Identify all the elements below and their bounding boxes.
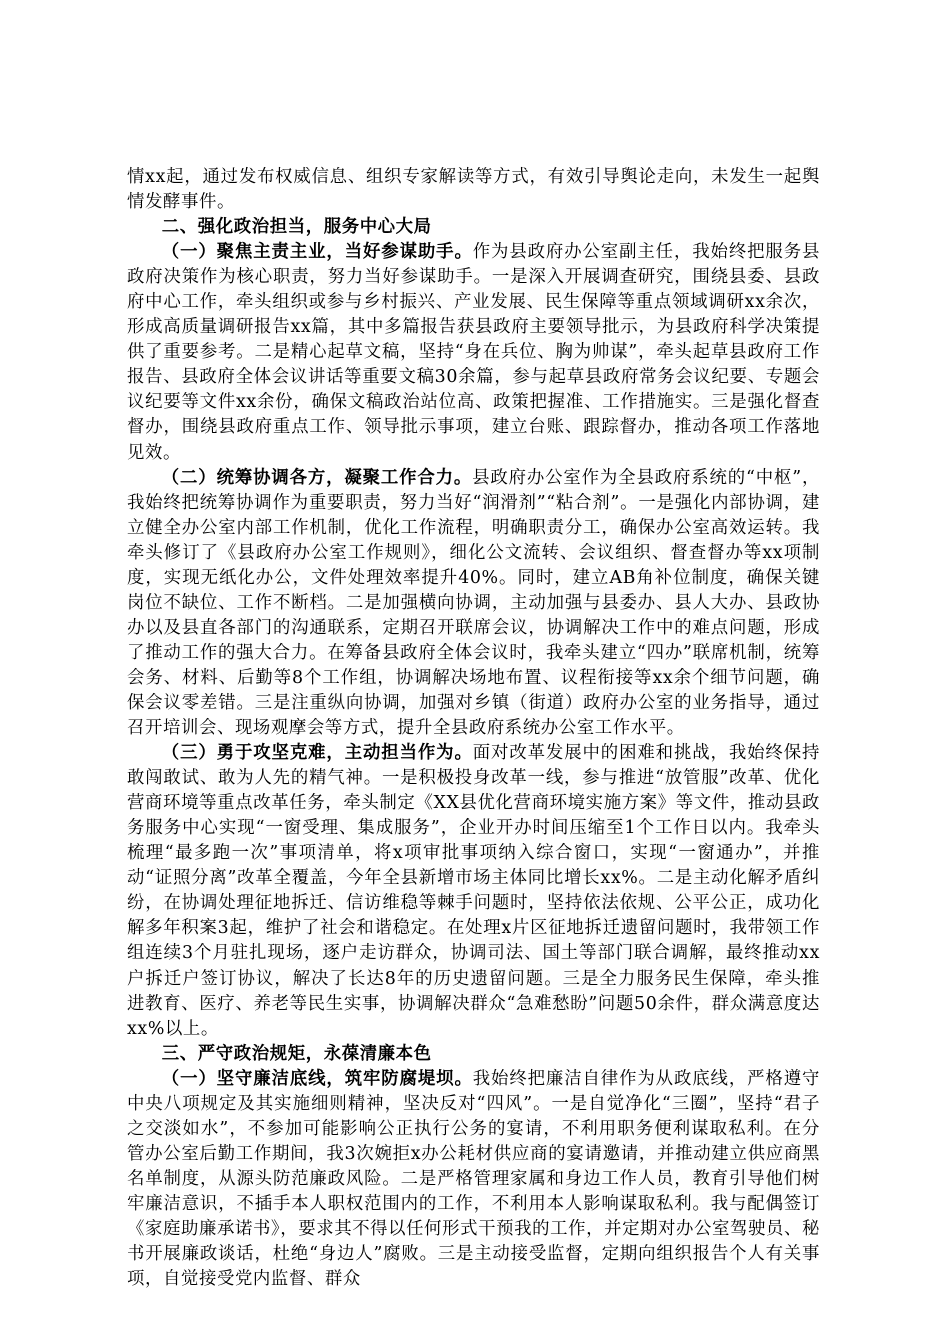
paragraph-text: 县政府办公室作为全县政府系统的“中枢”，我始终把统筹协调作为重要职责，努力当好“润滑剂”“粘合剂”。一是强化内部协调，建立健全办公室内部工作机制，优化工作流程，明确职责分工，确保办公室高效运转。我牵头修订了《县政府办公室工作规则》，细化公文流转、会议组织、督查督办等xx项制度，实现无纸化办公，文件处理效率提升40%。同时，建立AB角补位制度，确保关键岗位不缺位、工作不断档。二是加强横向协调，主动加强与县委办、县人大办、县政协办以及县直各部门的沟通联系，定期召开联席会议，协调解决工作中的难点问题，形成了推动工作的强大合力。在筹备县政府全体会议时，我牵头建立“四办”联席机制，统筹会务、材料、后勤等8个工作组，协调解决场地布置、议程衔接等xx余个细节问题，确保会议零差错。三是注重纵向协调，加强对乡镇（街道）政府办公室的业务指导，通过召开培训会、现场观摩会等方式，提升全县政府系统办公室工作水平。 (127, 467, 820, 739)
section-heading-2 (127, 215, 820, 240)
paragraph-lead: （一）坚守廉洁底线，筑牢防腐堤坝。 (161, 1068, 473, 1089)
paragraph-text: 作为县政府办公室副主任，我始终把服务县政府决策作为核心职责，努力当好参谋助手。一是深入开展调查研究，围绕县委、县政府中心工作，牵头组织或参与乡村振兴、产业发展、民生保障等重点领域调研xx余次，形成高质量调研报告xx篇，其中多篇报告获县政府主要领导批示，为县政府科学决策提供了重要参考。二是精心起草文稿，坚持“身在兵位、胸为帅谋”，牵头起草县政府工作报告、县政府全体会议讲话等重要文稿30余篇，参与起草县政府常务会议纪要、专题会议纪要等文件xx余份，确保文稿政治站位高、政策把握准、工作措施实。三是强化督查督办，围绕县政府重点工作、领导批示事项，建立台账、跟踪督办，推动各项工作落地见效。 (127, 242, 821, 463)
section-heading-3 (127, 1042, 820, 1067)
paragraph-text: 面对改革发展中的困难和挑战，我始终保持敢闯敢试、敢为人先的精气神。一是积极投身改革一线，参与推进“放管服”改革、优化营商环境等重点改革任务，牵头制定《XX县优化营商环境实施方案》等文件，推动县政务服务中心实现“一窗受理、集成服务”，企业开办时间压缩至1个工作日以内。我牵头梳理“最多跑一次”事项清单，将x项审批事项纳入综合窗口，实现“一窗通办”，并推动“证照分离”改革全覆盖，今年全县新增市场主体同比增长xx%。二是主动化解矛盾纠纷，在协调处理征地拆迁、信访维稳等棘手问题时，坚持依法依规、公平公正，成功化解多年积案3起，维护了社会和谐稳定。在处理x片区征地拆迁遗留问题时，我带领工作组连续3个月驻扎现场，逐户走访群众，协调司法、国土等部门联合调解，最终推动xx户拆迁户签订协议，解决了长达8年的历史遗留问题。三是全力服务民生保障，牵头推进教育、医疗、养老等民生实事，协调解决群众“急难愁盼”问题50余件，群众满意度达xx%以上。 (127, 743, 821, 1039)
paragraph-lead: （二）统筹协调各方，凝聚工作合力。 (161, 467, 473, 488)
paragraph-text: 情xx起，通过发布权威信息、组织专家解读等方式，有效引导舆论走向，未发生一起舆情发酵事件。 (127, 167, 820, 213)
paragraph-2-1 (127, 240, 820, 465)
document-body (127, 165, 820, 1292)
paragraph-2-3 (127, 741, 820, 1042)
paragraph-3-1 (127, 1067, 820, 1292)
paragraph-lead: （一）聚焦主责主业，当好参谋助手。 (161, 242, 473, 263)
paragraph-2-2 (127, 466, 820, 742)
heading-text: 二、强化政治担当，服务中心大局 (161, 217, 432, 238)
paragraph-lead: （三）勇于攻坚克难，主动担当作为。 (161, 743, 473, 764)
heading-text: 三、严守政治规矩，永葆清廉本色 (161, 1043, 432, 1064)
paragraph-continuation (127, 165, 820, 215)
paragraph-text: 我始终把廉洁自律作为从政底线，严格遵守中央八项规定及其实施细则精神，坚决反对“四风”。一是自觉净化“三圈”，坚持“君子之交淡如水”，不参加可能影响公正执行公务的宴请，不利用职务便利谋取私利。在分管办公室后勤工作期间，我3次婉拒x办公耗材供应商的宴请邀请，并推动建立供应商黑名单制度，从源头防范廉政风险。二是严格管理家属和身边工作人员，教育引导他们树牢廉洁意识，不插手本人职权范围内的工作，不利用本人影响谋取私利。我与配偶签订《家庭助廉承诺书》，要求其不得以任何形式干预我的工作，并定期对办公室驾驶员、秘书开展廉政谈话，杜绝“身边人”腐败。三是主动接受监督，定期向组织报告个人有关事项，自觉接受党内监督、群众 (127, 1068, 821, 1290)
